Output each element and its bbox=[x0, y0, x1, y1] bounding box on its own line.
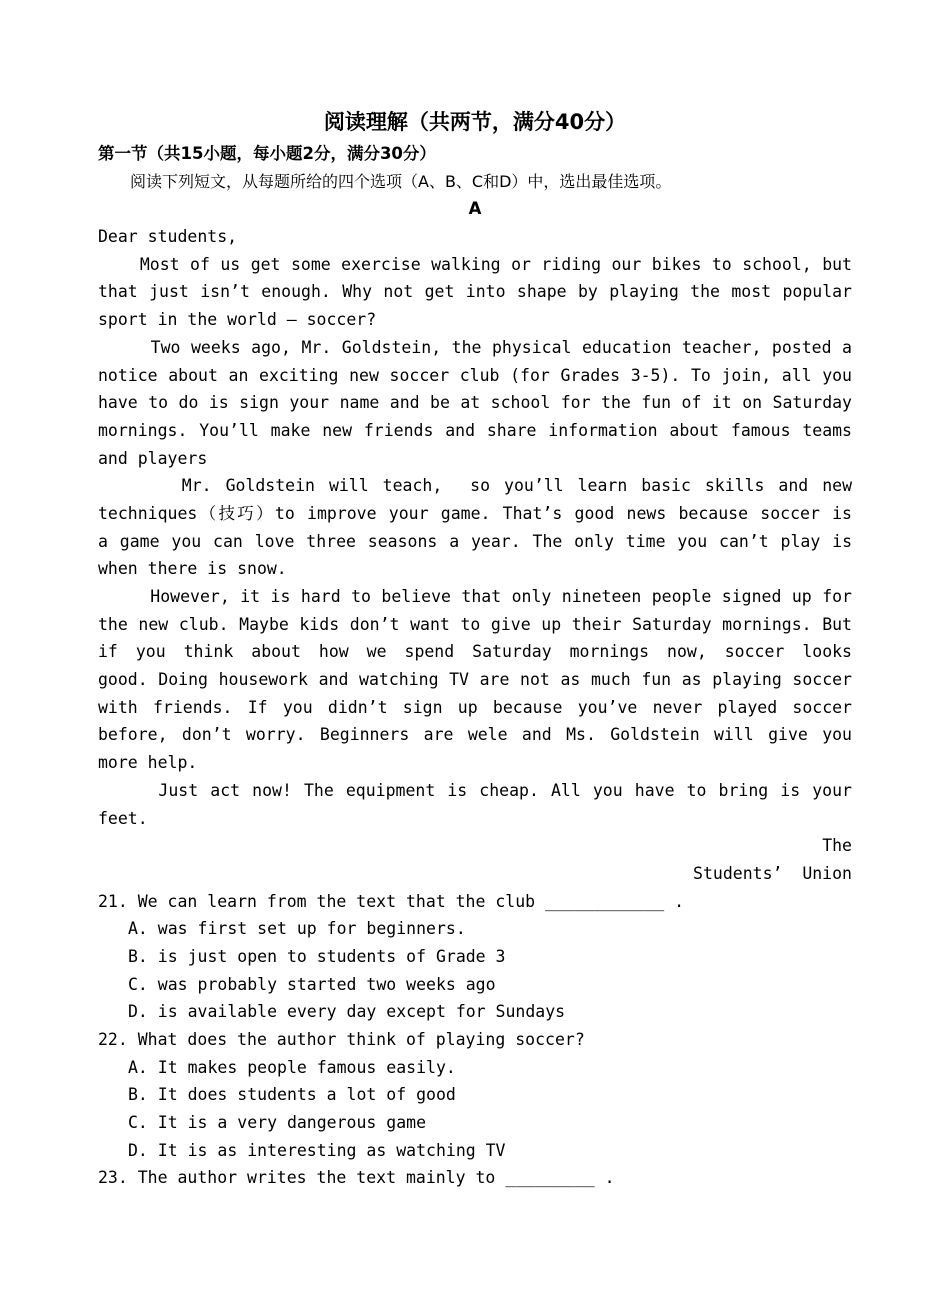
passage-line: with friends. If you didn’t sign up because you’ve never played soccer bbox=[98, 697, 852, 717]
section-instruction: 阅读下列短文，从每题所给的四个选项（A、B、C和D）中，选出最佳选项。 bbox=[130, 171, 672, 191]
passage-line: that just isn’t enough. Why not get into shape by playing the most popular bbox=[98, 282, 852, 302]
passage-line: Mr. Goldstein will teach, so you’ll learn basic skills and new bbox=[98, 476, 852, 496]
passage-line: a game you can love three seasons a year. The only time you can’t play is bbox=[98, 531, 852, 551]
passage-line: have to do is sign your name and be at school for the fun of it on Saturday bbox=[98, 393, 852, 413]
passage-body bbox=[98, 251, 852, 832]
passage-line: Most of us get some exercise walking or riding our bikes to school, but bbox=[98, 254, 852, 274]
passage-line: notice about an exciting new soccer club (for Grades 3-5). To join, all you bbox=[98, 365, 852, 385]
answer-option[interactable]: C. It is a very dangerous game bbox=[128, 1113, 427, 1133]
passage-line: mornings. You’ll make new friends and share information about famous teams bbox=[98, 420, 852, 440]
answer-option[interactable]: A. was first set up for beginners. bbox=[128, 919, 466, 939]
passage-line: the new club. Maybe kids don’t want to give up their Saturday mornings. But bbox=[98, 614, 852, 634]
passage-line: techniques（技巧）to improve your game. That’s good news because soccer is bbox=[98, 503, 852, 523]
section-heading: 第一节（共15小题，每小题2分，满分30分） bbox=[98, 144, 436, 163]
passage-line: before, don’t worry. Beginners are wele and Ms. Goldstein will give you bbox=[98, 725, 852, 745]
passage-line: more help. bbox=[98, 753, 198, 773]
signature-line-2: Students’ Union bbox=[693, 863, 852, 883]
passage-greeting: Dear students, bbox=[98, 227, 238, 247]
question-stem: 23. The author writes the text mainly to _________ . bbox=[98, 1168, 615, 1188]
page-title: 阅读理解（共两节，满分40分） bbox=[323, 110, 627, 134]
questions-list bbox=[98, 888, 852, 1193]
passage-line: feet. bbox=[98, 808, 148, 828]
answer-option[interactable]: C. was probably started two weeks ago bbox=[128, 974, 496, 994]
exam-page bbox=[98, 104, 852, 1192]
passage-line: if you think about how we spend Saturday mornings now, soccer looks bbox=[98, 642, 852, 662]
question-stem: 22. What does the author think of playing soccer? bbox=[98, 1030, 585, 1049]
answer-option[interactable]: D. It is as interesting as watching TV bbox=[128, 1140, 506, 1160]
passage-line: sport in the world — soccer? bbox=[98, 310, 377, 330]
passage-label: A bbox=[468, 199, 482, 219]
passage-line: and players bbox=[98, 448, 208, 468]
passage-line: good. Doing housework and watching TV are not as much fun as playing soccer bbox=[98, 670, 852, 690]
signature-line-1: The bbox=[822, 836, 852, 856]
answer-option[interactable]: D. is available every day except for Sundays bbox=[128, 1002, 566, 1022]
passage-line: However, it is hard to believe that only nineteen people signed up for bbox=[98, 587, 852, 606]
answer-option[interactable]: A. It makes people famous easily. bbox=[128, 1057, 456, 1077]
passage-line: when there is snow. bbox=[98, 559, 287, 579]
passage-line: Just act now! The equipment is cheap. All you have to bring is your bbox=[98, 780, 852, 800]
answer-option[interactable]: B. It does students a lot of good bbox=[128, 1085, 456, 1105]
question-stem: 21. We can learn from the text that the club ____________ . bbox=[98, 891, 685, 911]
answer-option[interactable]: B. is just open to students of Grade 3 bbox=[128, 946, 506, 966]
passage-line: Two weeks ago, Mr. Goldstein, the physical education teacher, posted a bbox=[98, 337, 852, 357]
